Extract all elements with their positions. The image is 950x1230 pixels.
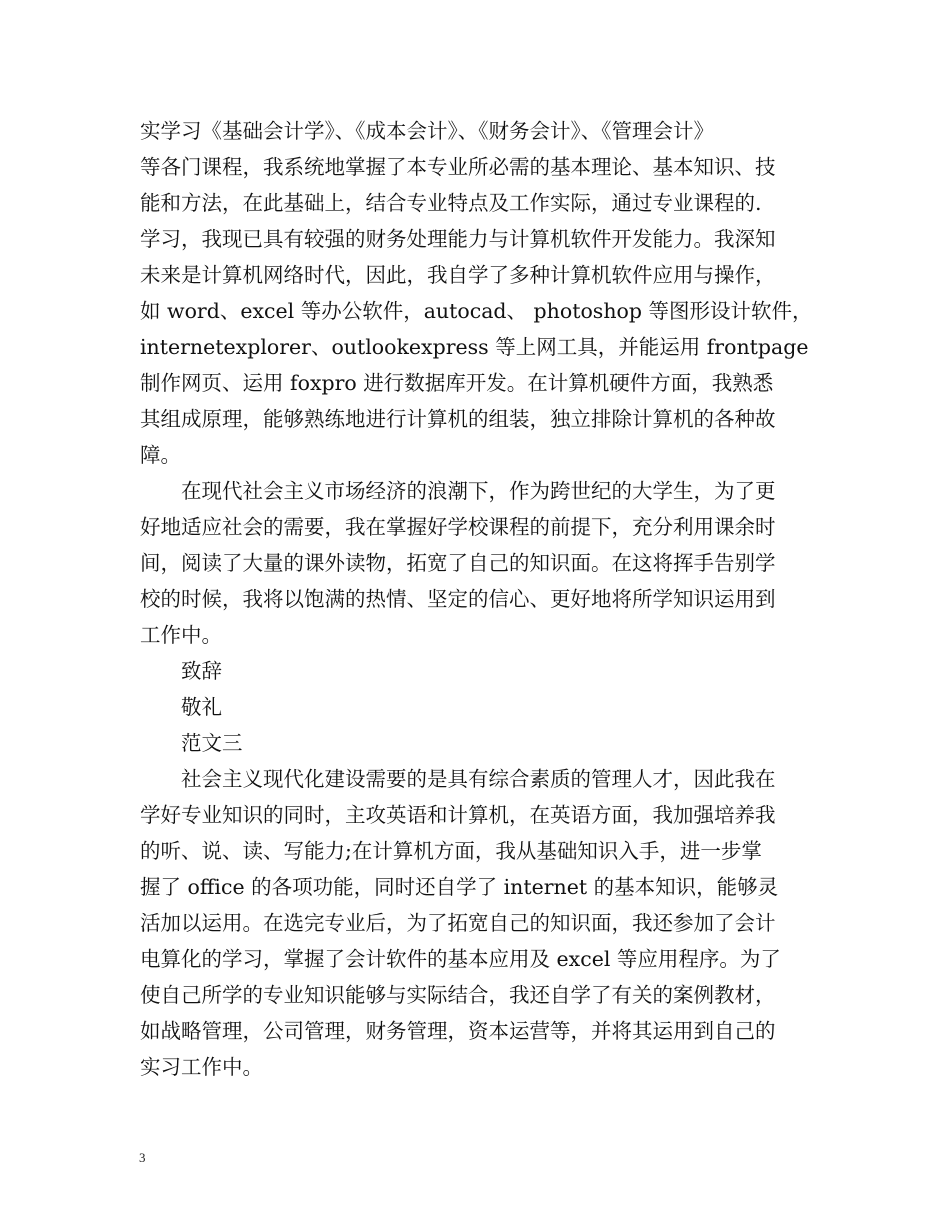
text-line: 电算化的学习，掌握了会计软件的基本应用及 excel 等应用程序。为了 — [140, 947, 781, 971]
text-line: 活加以运用。在选完专业后，为了拓宽自己的知识面，我还参加了会计 — [140, 911, 776, 935]
paragraph-first-line: 社会主义现代化建设需要的是具有综合素质的管理人才，因此我在 — [181, 767, 776, 791]
text-line: 间，阅读了大量的课外读物，拓宽了自己的知识面。在这将挥手告别学 — [140, 551, 776, 575]
salutation-line: 敬礼 — [181, 695, 222, 719]
text-line: 能和方法，在此基础上，结合专业特点及工作实际，通过专业课程的. — [140, 191, 762, 215]
text-line: 的听、说、读、写能力;在计算机方面，我从基础知识入手，进一步掌 — [140, 839, 762, 863]
text-line: 未来是计算机网络时代，因此，我自学了多种计算机软件应用与操作， — [140, 263, 776, 287]
paragraph-first-line: 在现代社会主义市场经济的浪潮下，作为跨世纪的大学生，为了更 — [181, 479, 776, 503]
text-line: 握了 office 的各项功能，同时还自学了 internet 的基本知识，能够灵 — [140, 875, 779, 899]
text-line: internetexplorer、outlookexpress 等上网工具，并能运用 frontpage — [140, 335, 809, 359]
text-line: 如 word、excel 等办公软件，autocad、 photoshop 等图形设计软件， — [140, 299, 813, 323]
text-line: 校的时候，我将以饱满的热情、坚定的信心、更好地将所学知识运用到 — [140, 587, 776, 611]
text-line: 制作网页、运用 foxpro 进行数据库开发。在计算机硬件方面，我熟悉 — [140, 371, 774, 395]
text-line: 实习工作中。 — [140, 1055, 263, 1079]
text-line: 学习，我现已具有较强的财务处理能力与计算机软件开发能力。我深知 — [140, 227, 776, 251]
page-number: 3 — [139, 1150, 146, 1165]
text-line: 如战略管理，公司管理，财务管理，资本运营等，并将其运用到自己的 — [140, 1019, 776, 1043]
text-line: 工作中。 — [140, 623, 222, 647]
text-line: 障。 — [140, 443, 181, 467]
closing-line: 致辞 — [181, 659, 222, 683]
text-line: 好地适应社会的需要，我在掌握好学校课程的前提下，充分利用课余时 — [140, 515, 776, 539]
section-heading: 范文三 — [181, 731, 243, 755]
document-body — [140, 113, 830, 1085]
text-line: 等各门课程，我系统地掌握了本专业所必需的基本理论、基本知识、技 — [140, 155, 776, 179]
text-line: 使自己所学的专业知识能够与实际结合，我还自学了有关的案例教材， — [140, 983, 776, 1007]
text-line: 实学习《基础会计学》、《成本会计》、《财务会计》、《管理会计》 — [140, 119, 714, 143]
text-line: 学好专业知识的同时，主攻英语和计算机，在英语方面，我加强培养我 — [140, 803, 776, 827]
text-line: 其组成原理，能够熟练地进行计算机的组装，独立排除计算机的各种故 — [140, 407, 776, 431]
